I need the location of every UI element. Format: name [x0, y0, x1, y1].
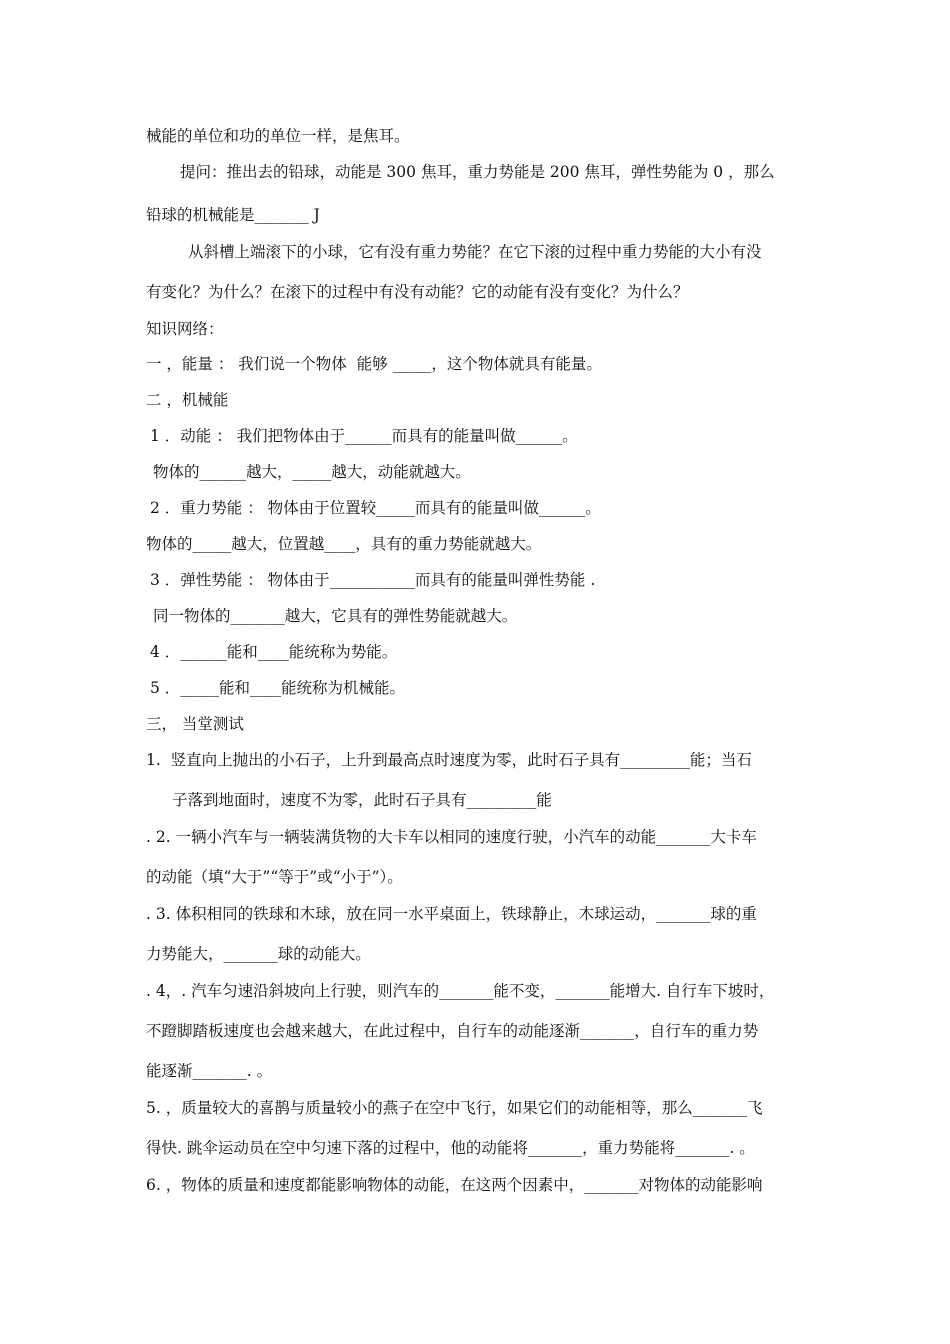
text-line: 子落到地面时，速度不为零，此时石子具有_________能	[172, 791, 552, 809]
text-line: 从斜槽上端滚下的小球，它有没有重力势能？在它下滚的过程中重力势能的大小有没	[188, 243, 762, 261]
text-line: 5. ，质量较大的喜鹊与质量较小的燕子在空中飞行，如果它们的动能相等，那么_______飞	[146, 1099, 763, 1117]
text-line: 知识网络：	[146, 320, 224, 338]
text-line: 4 ．______能和____能统称为势能。	[150, 643, 398, 661]
text-line: 1. 竖直向上抛出的小石子，上升到最高点时速度为零，此时石子具有_________能；当石	[146, 751, 752, 769]
text-line: 有变化？为什么？在滚下的过程中有没有动能？它的动能有没有变化？为什么？	[146, 283, 689, 301]
text-line: 能逐渐_______. 。	[146, 1062, 273, 1080]
text-line: 1 ．动能 ： 我们把物体由于______而具有的能量叫做______。	[150, 427, 578, 445]
text-line: . 4，. 汽车匀速沿斜坡向上行驶，则汽车的_______能不变，_______能增大. 自行车下坡时，	[146, 982, 775, 1000]
text-line: 3 ．弹性势能 ： 物体由于___________而具有的能量叫弹性势能 .	[150, 571, 596, 589]
text-line: 铅球的机械能是_______ J	[146, 206, 320, 224]
text-line: 二 ，机械能	[146, 391, 229, 409]
text-line: 提问：推出去的铅球，动能是 300 焦耳，重力势能是 200 焦耳，弹性势能为 0 ，那么	[180, 163, 775, 181]
text-line: 力势能大，_______球的动能大。	[146, 945, 371, 963]
text-line: . 2. 一辆小汽车与一辆装满货物的大卡车以相同的速度行驶，小汽车的动能_______大卡车	[146, 828, 757, 846]
text-line: 的动能（填“大于”“等于”或“小于”）。	[146, 868, 403, 886]
text-line: 三， 当堂测试	[146, 715, 244, 733]
text-line: 物体的______越大，_____越大，动能就越大。	[153, 463, 471, 481]
text-line: 同一物体的_______越大，它具有的弹性势能就越大。	[153, 607, 518, 625]
text-line: 2 ．重力势能 ： 物体由于位置较_____而具有的能量叫做______。	[150, 499, 601, 517]
text-line: 械能的单位和功的单位一样，是焦耳。	[146, 127, 410, 145]
text-line: 不蹬脚踏板速度也会越来越大，在此过程中，自行车的动能逐渐_______，自行车的重力势	[146, 1022, 759, 1040]
text-line: 5 ．_____能和____能统称为机械能。	[150, 679, 406, 697]
text-line: 得快. 跳伞运动员在空中匀速下落的过程中，他的动能将_______，重力势能将_______. 。	[146, 1139, 755, 1157]
text-line: 一 ，能量 ： 我们说一个物体 能够 _____，这个物体就具有能量。	[146, 355, 602, 373]
text-line: 6. ，物体的质量和速度都能影响物体的动能，在这两个因素中，_______对物体的动能影响	[146, 1176, 763, 1194]
text-line: 物体的_____越大，位置越____，具有的重力势能就越大。	[146, 535, 542, 553]
text-line: . 3. 体积相同的铁球和木球，放在同一水平桌面上，铁球静止，木球运动，_______球的重	[146, 905, 757, 923]
